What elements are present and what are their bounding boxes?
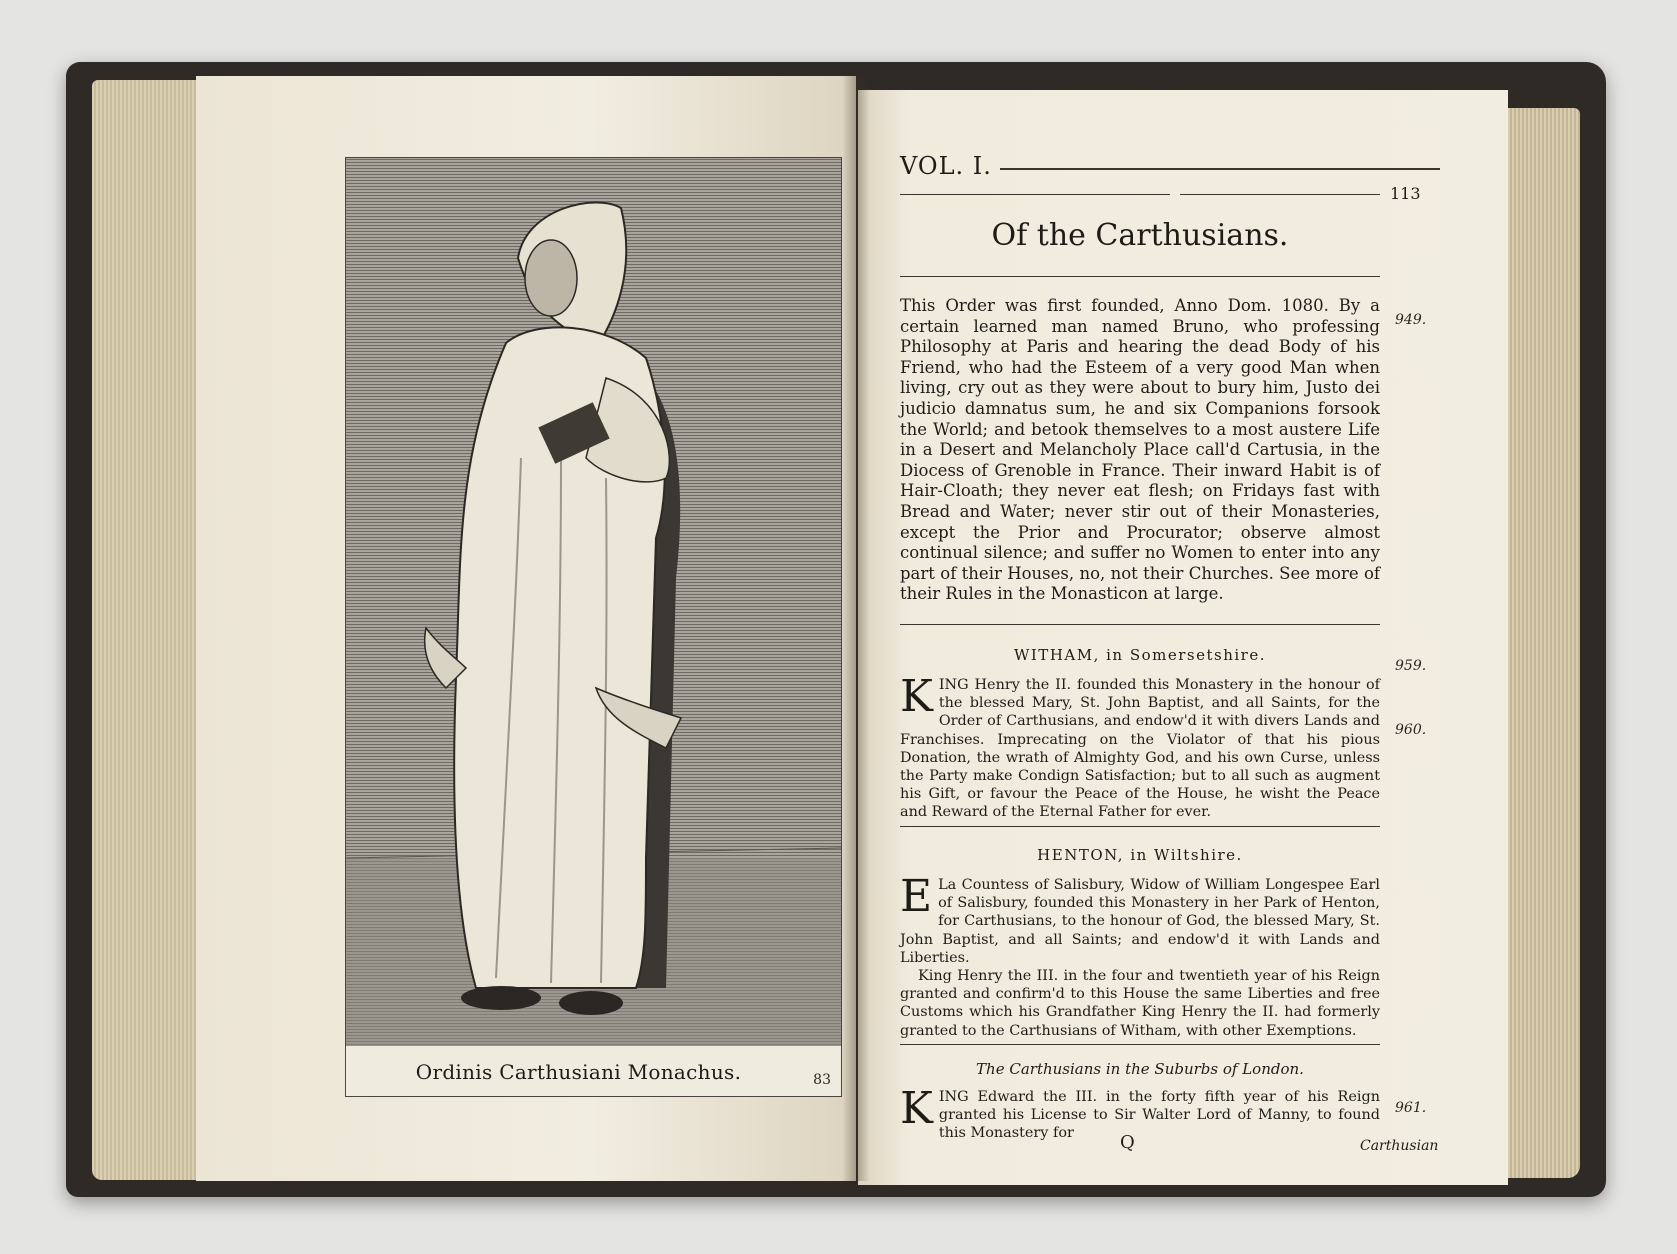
section-rule bbox=[900, 624, 1380, 625]
title-rule bbox=[900, 276, 1380, 277]
margin-note: 960. bbox=[1395, 722, 1427, 738]
drop-cap: K bbox=[900, 671, 933, 722]
signature-mark: Q bbox=[1120, 1132, 1135, 1153]
section-text: La Countess of Salisbury, Widow of William Longespee Earl of Salisbury, founded this Monastery in her Park of Henton, for Carthusians, to the honour of God, the blessed Mary, St. John Baptist, and all Saints; and endow'd it with Lands and Liberties. bbox=[900, 877, 1380, 966]
margin-note: 949. bbox=[1395, 312, 1427, 328]
drop-cap: K bbox=[900, 1083, 933, 1134]
catchword: Carthusian bbox=[1360, 1138, 1439, 1154]
drop-cap: E bbox=[900, 871, 933, 922]
section-heading-witham: WITHAM, in Somersetshire. bbox=[1013, 646, 1267, 664]
running-head: VOL. I. bbox=[900, 152, 992, 180]
head-rule-lower-right bbox=[1180, 194, 1380, 195]
margin-note: 961. bbox=[1395, 1100, 1427, 1116]
section-rule bbox=[900, 826, 1380, 827]
book-gutter bbox=[842, 76, 870, 1181]
chapter-title: Of the Carthusians. bbox=[991, 218, 1289, 253]
intro-paragraph: This Order was first founded, Anno Dom. 1080. By a certain learned man named Bruno, who professing Philosophy at Paris and hearing the dead Body of his Friend, who had the Esteem of a very good Man when living, cry out as they were about to bury him, Justo dei judicio damnatus sum, he and six Companions forsook the World; and betook themselves to a most austere Life in a Desert and Melancholy Place call'd Cartusia, in the Diocess of Grenoble in France. Their inward Habit is of Hair-Cloath; they never eat flesh; on Fridays fast with Bread and Water; never stir out of their Monasteries, except the Prior and Procurator; observe almost continual silence; and suffer no Women to enter into any part of their Houses, no, not their Churches. See more of their Rules in the Monasticon at large. bbox=[900, 296, 1380, 604]
page-edges-right bbox=[1500, 108, 1580, 1178]
head-rule-lower-left bbox=[900, 194, 1170, 195]
head-rule bbox=[1000, 168, 1440, 170]
section-text: ING Edward the III. in the forty fifth year of his Reign granted his License to Sir Walter Lord of Manny, to found this Monastery for bbox=[938, 1089, 1380, 1142]
plate-number: 83 bbox=[813, 1072, 831, 1088]
section-text: ING Henry the II. founded this Monastery in the honour of the blessed Mary, St. John Baptist, and all Saints, for the Order of Carthusians, and endow'd it with divers Lands and Franchises. Imprecating on the Violator of that his pious Donation, the wrath of Almighty God, and his own Curse, unless the Party make Condign Satisfaction; but to all such as augment his Gift, or favour the Peace of the House, he wisht the Peace and Reward of the Eternal Father for ever. bbox=[900, 677, 1380, 821]
section-body-henton bbox=[900, 871, 1380, 1040]
section-body-london bbox=[900, 1083, 1380, 1143]
margin-note: 959. bbox=[1395, 658, 1427, 674]
page-number: 113 bbox=[1390, 184, 1421, 203]
plate-caption: Ordinis Carthusiani Monachus. bbox=[415, 1060, 742, 1084]
engraving-plate bbox=[345, 157, 842, 1097]
section-text-2: King Henry the III. in the four and twentieth year of his Reign granted and confirm'd to this House the same Liberties and free Customs which his Grandfather King Henry the II. had formerly granted to the Carthusians of Witham, with other Exemptions. bbox=[900, 968, 1380, 1039]
section-rule bbox=[900, 1044, 1380, 1045]
monk-engraving bbox=[346, 158, 841, 1096]
section-body-witham bbox=[900, 671, 1380, 822]
section-heading-london: The Carthusians in the Suburbs of London. bbox=[976, 1060, 1304, 1078]
section-heading-henton: HENTON, in Wiltshire. bbox=[1037, 846, 1243, 864]
